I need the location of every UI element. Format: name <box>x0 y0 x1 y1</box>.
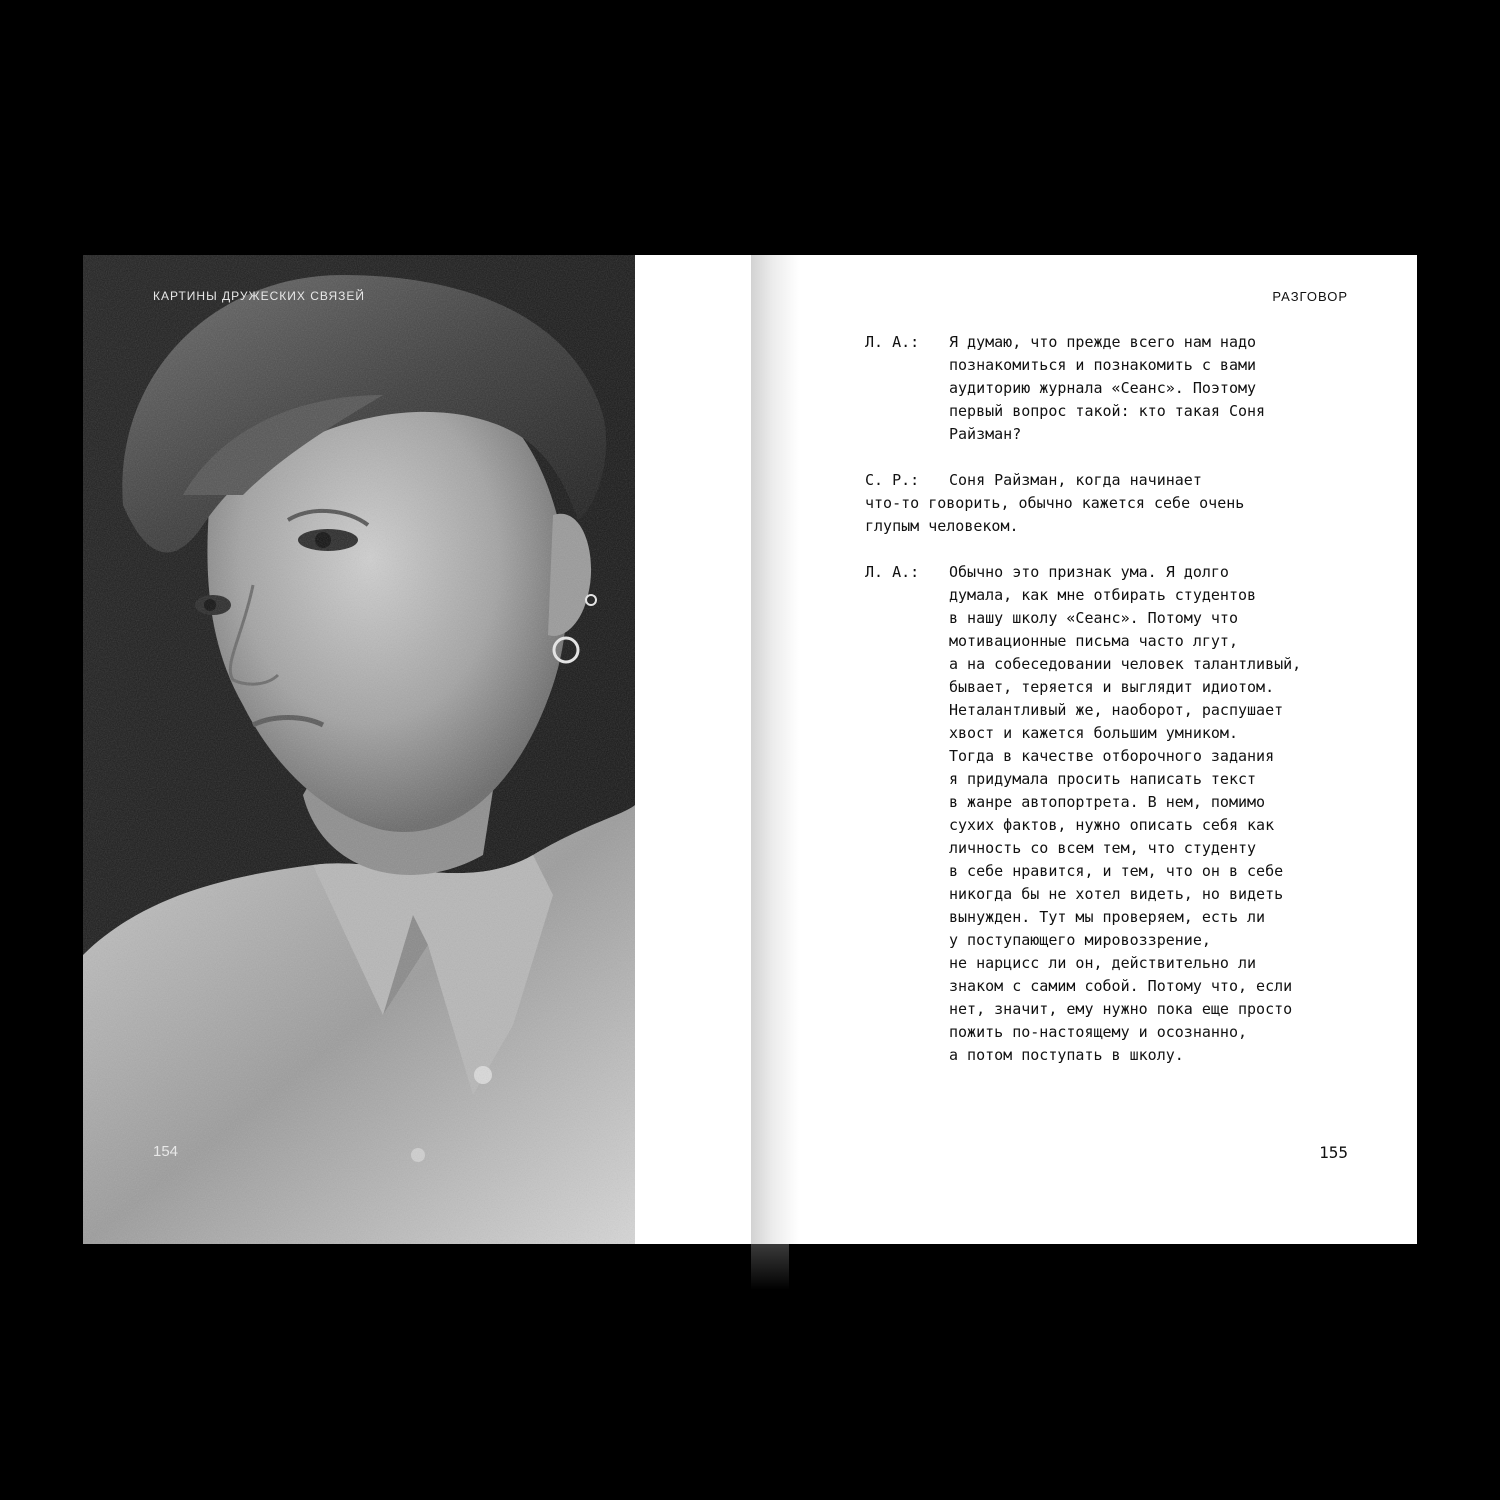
text-line: Неталантливый же, наоборот, распушает <box>949 701 1284 719</box>
text-line: в жанре автопортрета. В нем, помимо <box>949 793 1266 811</box>
running-head-left: КАРТИНЫ ДРУЖЕСКИХ СВЯЗЕЙ <box>153 289 366 303</box>
speaker-label: Л. А.: <box>865 333 920 351</box>
right-page <box>751 255 1417 1244</box>
interview-entry <box>865 469 1365 538</box>
entry-text: Я думаю, что прежде всего нам надо <box>949 333 1257 351</box>
text-line: а на собеседовании человек талантливый, <box>949 655 1302 673</box>
text-line: а потом поступать в школу. <box>949 1046 1184 1064</box>
speaker-label: Л. А.: <box>865 563 920 581</box>
entry-first-line <box>865 469 1365 492</box>
entry-text: Обычно это признак ума. Я долго <box>949 563 1229 581</box>
text-line: сухих фактов, нужно описать себя как <box>949 816 1275 834</box>
text-line: познакомиться и познакомить с вами <box>949 356 1257 374</box>
text-line: хвост и кажется большим умником. <box>949 724 1238 742</box>
text-line: бывает, теряется и выглядит идиотом. <box>949 678 1275 696</box>
text-line: Райзман? <box>949 425 1022 443</box>
text-line: вынужден. Тут мы проверяем, есть ли <box>949 908 1266 926</box>
text-line: глупым человеком. <box>865 517 1019 535</box>
page-number-left: 154 <box>153 1143 179 1160</box>
text-line: нет, значит, ему нужно пока еще просто <box>949 1000 1293 1018</box>
text-line: аудиторию журнала «Сеанс». Поэтому <box>949 379 1257 397</box>
text-line: знаком с самим собой. Потому что, если <box>949 977 1293 995</box>
text-line: что-то говорить, обычно кажется себе очень <box>865 494 1245 512</box>
speaker-label: С. Р.: <box>865 471 920 489</box>
left-page <box>83 255 635 1244</box>
text-line: личность со всем тем, что студенту <box>949 839 1257 857</box>
text-line: никогда бы не хотел видеть, но видеть <box>949 885 1284 903</box>
text-line: Тогда в качестве отборочного задания <box>949 747 1275 765</box>
portrait-photo <box>83 255 635 1244</box>
text-line: у поступающего мировоззрение, <box>949 931 1211 949</box>
interview-entry <box>865 331 1365 446</box>
page-edge-shadow <box>751 1244 789 1290</box>
entry-first-line <box>865 331 1365 354</box>
text-line: в нашу школу «Сеанс». Потому что <box>949 609 1238 627</box>
running-head-right: РАЗГОВОР <box>1272 289 1348 304</box>
text-line: я придумала просить написать текст <box>949 770 1257 788</box>
text-line: мотивационные письма часто лгут, <box>949 632 1238 650</box>
text-line: пожить по-настоящему и осознанно, <box>949 1023 1248 1041</box>
entry-first-line <box>865 561 1365 584</box>
text-line: первый вопрос такой: кто такая Соня <box>949 402 1266 420</box>
gutter-shadow <box>751 255 799 1244</box>
interview-text <box>865 331 1365 1090</box>
text-line: думала, как мне отбирать студентов <box>949 586 1257 604</box>
text-line: в себе нравится, и тем, что он в себе <box>949 862 1284 880</box>
interview-entry <box>865 561 1365 1067</box>
text-line: не нарцисс ли он, действительно ли <box>949 954 1257 972</box>
gutter-strip <box>635 255 751 1244</box>
page-number-right: 155 <box>1319 1143 1348 1162</box>
entry-text: Соня Райзман, когда начинает <box>949 471 1202 489</box>
